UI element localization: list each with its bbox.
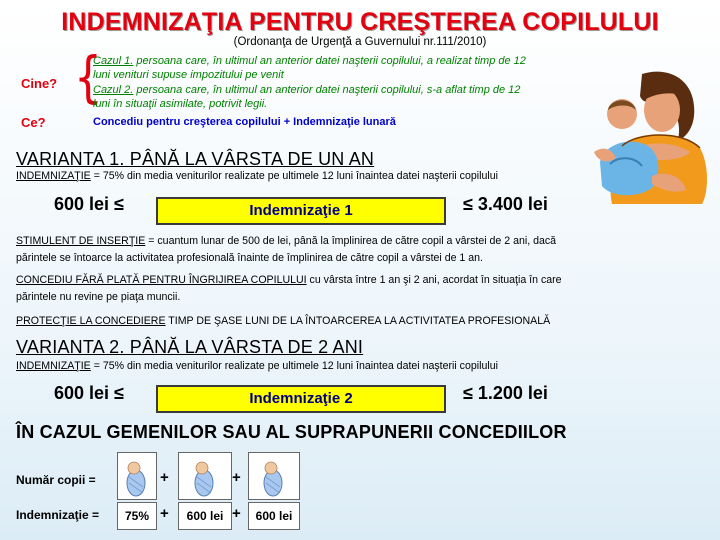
case-1-text: [93, 55, 613, 82]
varianta-1-max: ≤ 3.400 lei: [463, 194, 548, 214]
case-1-tag: Cazul 1.: [93, 55, 134, 67]
value-box-3: 600 lei: [248, 502, 300, 530]
concediu-text-2: părintele nu revine pe piaţa muncii.: [16, 291, 181, 303]
indemnizatie-1-label: INDEMNIZAŢIE: [16, 170, 91, 182]
indemnizatie-2-box: Indemnizaţie 2: [156, 385, 446, 413]
swaddled-baby-icon: [249, 453, 299, 499]
swaddled-baby-icon: [118, 453, 156, 499]
page-subtitle: (Ordonanţa de Urgenţă a Guvernului nr.111/2010): [233, 36, 487, 48]
varianta-2-min: 600 lei ≤: [54, 383, 124, 403]
protectie-label: PROTECŢIE LA CONCEDIERE: [16, 315, 166, 327]
ce-text: Concediu pentru creşterea copilului + Indemnizaţie lunară: [93, 116, 396, 128]
case-1-line-2: luni venituri supuse impozitului pe venit: [93, 68, 284, 81]
baby-tile-2: [178, 452, 232, 500]
indemnizatie-row-label: Indemnizaţie =: [16, 508, 100, 522]
brace-icon: {: [74, 46, 102, 110]
stimulent-insertie: [16, 233, 706, 267]
ce-label: Ce?: [21, 115, 46, 130]
varianta-2-indemnizatie: [16, 358, 616, 375]
case-2-line-1: persoana care, în ultimul an anterior datei naşterii copilului, s-a aflat timp de 12: [133, 84, 521, 96]
cine-label: Cine?: [21, 76, 58, 91]
case-2-line-2: luni în situaţii asimilate, potrivit legii.: [93, 97, 268, 110]
indemnizatie-2-text: = 75% din media veniturilor realizate pe ultimele 12 luni înaintea datei naşterii copilului: [90, 360, 498, 372]
concediu-fara-plata: [16, 272, 706, 306]
varianta-1-indemnizatie: [16, 168, 616, 185]
baby-tile-3: [248, 452, 300, 500]
value-box-2: 600 lei: [178, 502, 232, 530]
stimulent-text-1: = cuantum lunar de 500 de lei, până la împlinirea de către copil a vârstei de 2 ani, dacă: [145, 235, 557, 247]
baby-tile-1: [117, 452, 157, 500]
protectie-text: TIMP DE ŞASE LUNI DE LA ÎNTOARCEREA LA ACTIVITATEA PROFESIONALĂ: [165, 315, 551, 327]
plus-sign: +: [232, 469, 241, 486]
stimulent-text-2: părintele se întoarce la activitatea profesională înainte de împlinirea de către copil a vârstei de 1 an.: [16, 252, 483, 264]
case-2-tag: Cazul 2.: [93, 84, 134, 96]
indemnizatie-1-text: = 75% din media veniturilor realizate pe ultimele 12 luni înaintea datei naşterii copilului: [90, 170, 498, 182]
swaddled-baby-icon: [179, 453, 231, 499]
plus-sign: +: [160, 469, 169, 486]
indemnizatie-1-box: Indemnizaţie 1: [156, 197, 446, 225]
protectie-concediere: [16, 313, 706, 330]
plus-sign: +: [160, 505, 169, 522]
numar-copii-label: Număr copii =: [16, 473, 96, 487]
concediu-text-1: cu vârsta între 1 an şi 2 ani, acordat în situaţia în care: [306, 274, 562, 286]
case-1-line-1: persoana care, în ultimul an anterior datei naşterii copilului, a realizat timp de 12: [133, 55, 526, 67]
indemnizatie-2-label: INDEMNIZAŢIE: [16, 360, 91, 372]
mother-child-clipart: [582, 66, 712, 206]
value-box-1: 75%: [117, 502, 157, 530]
case-2-text: [93, 84, 613, 111]
gemeni-heading: ÎN CAZUL GEMENILOR SAU AL SUPRAPUNERII CONCEDIILOR: [16, 422, 567, 442]
varianta-2-heading: VARIANTA 2. PÂNĂ LA VÂRSTA DE 2 ANI: [16, 337, 364, 357]
varianta-1-heading: VARIANTA 1. PÂNĂ LA VÂRSTA DE UN AN: [16, 149, 375, 169]
varianta-1-min: 600 lei ≤: [54, 194, 124, 214]
plus-sign: +: [232, 505, 241, 522]
stimulent-label: STIMULENT DE INSERŢIE: [16, 235, 146, 247]
concediu-label: CONCEDIU FĂRĂ PLATĂ PENTRU ÎNGRIJIREA COPILULUI: [16, 274, 307, 286]
varianta-2-max: ≤ 1.200 lei: [463, 383, 548, 403]
page-title: INDEMNIZAŢIA PENTRU CREŞTEREA COPILULUI: [61, 8, 659, 36]
